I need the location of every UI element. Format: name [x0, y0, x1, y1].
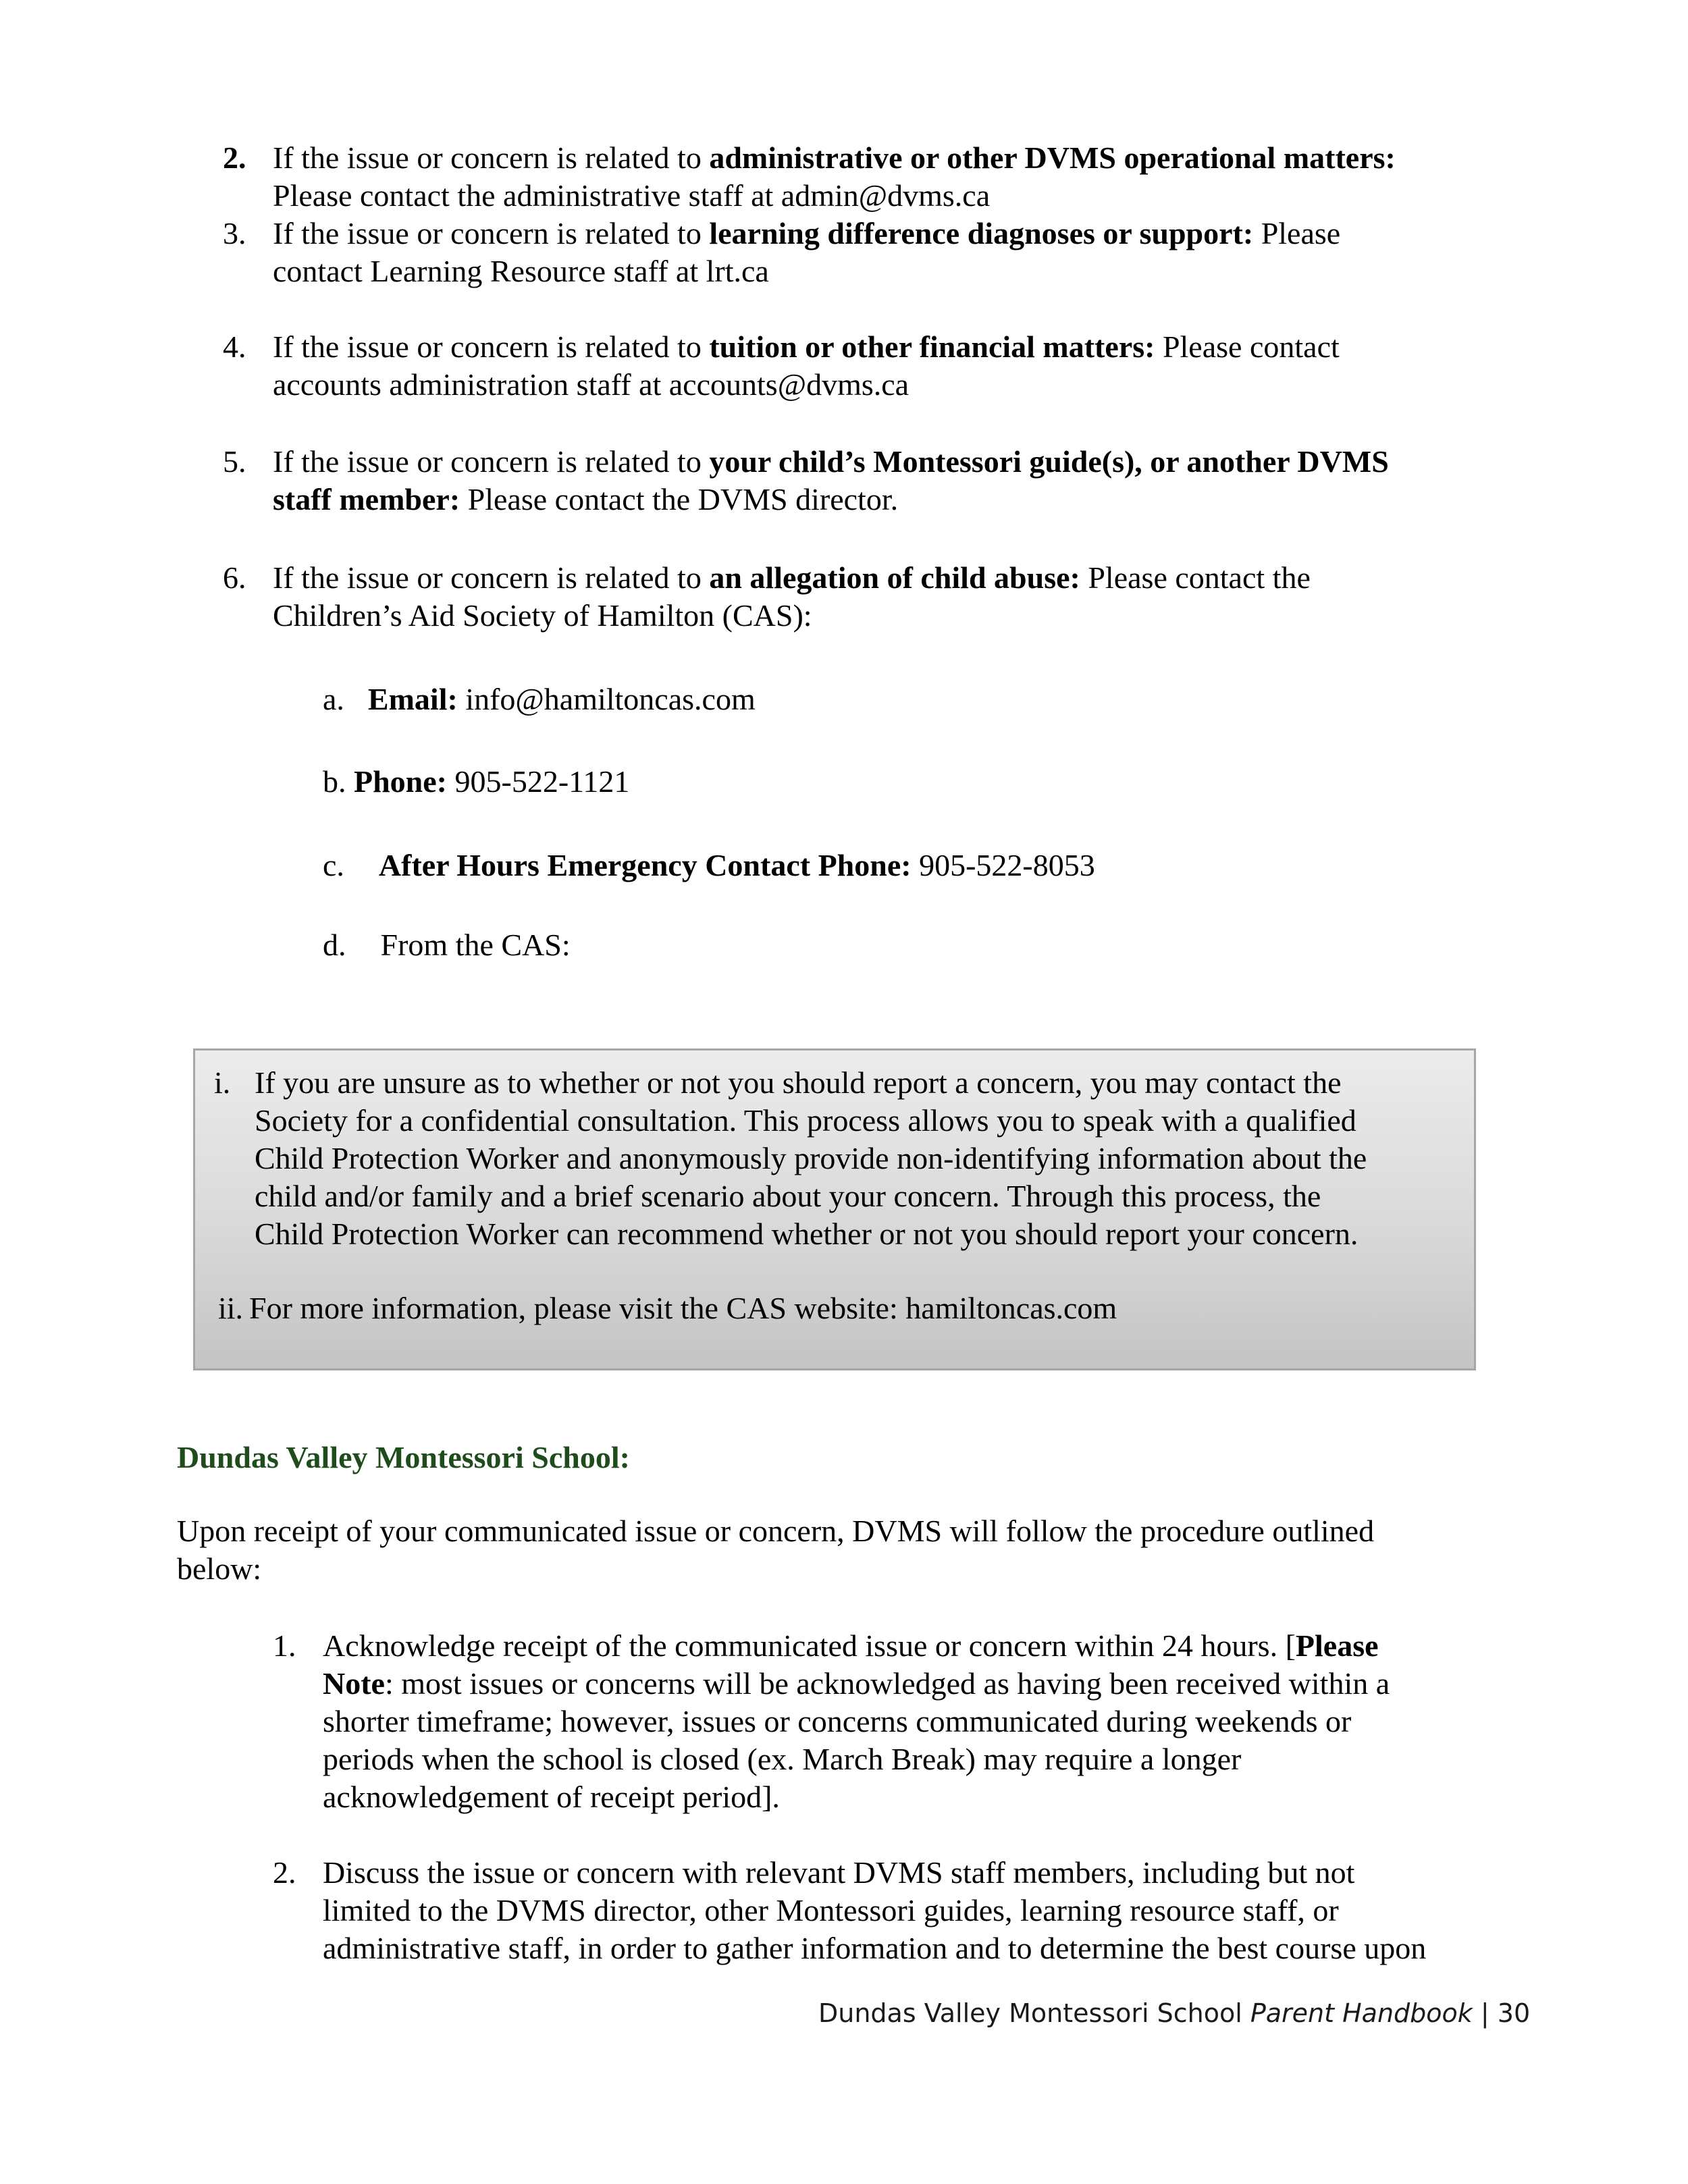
list-number: 3.: [223, 216, 246, 250]
contact-letter: b.: [323, 764, 346, 799]
page-number: 30: [1497, 1998, 1531, 2028]
cas-contact-phone: [323, 763, 1403, 801]
list-text: periods when the school is closed (ex. March Break) may require a longer: [323, 1742, 1242, 1776]
list-text: Please contact the DVMS director.: [460, 482, 899, 516]
callout-number: i.: [214, 1065, 231, 1100]
footer-school: Dundas Valley Montessori School: [818, 1998, 1250, 2028]
contact-letter: c.: [323, 848, 344, 882]
callout-line: For more information, please visit the CAS website: hamiltoncas.com: [249, 1291, 1117, 1325]
paragraph-line: below:: [177, 1551, 262, 1586]
list-text: accounts administration staff at accounts@dvms.ca: [273, 367, 909, 402]
list-emphasis: learning difference diagnoses or support:: [709, 216, 1254, 250]
contact-label: After Hours Emergency Contact Phone:: [378, 848, 912, 882]
list-text: Acknowledge receipt of the communicated issue or concern within 24 hours. [: [323, 1628, 1296, 1663]
contact-value: From the CAS:: [380, 928, 571, 962]
paragraph-line: Upon receipt of your communicated issue or concern, DVMS will follow the procedure outlined: [177, 1514, 1375, 1548]
list-text: shorter timeframe; however, issues or concerns communicated during weekends or: [323, 1704, 1352, 1738]
list-emphasis: an allegation of child abuse:: [709, 560, 1080, 595]
list-number: 4.: [223, 329, 246, 364]
callout-line: If you are unsure as to whether or not you should report a concern, you may contact the: [255, 1065, 1342, 1100]
footer-separator: |: [1472, 1998, 1498, 2028]
callout-line: Society for a confidential consultation. This process allows you to speak with a qualified: [255, 1103, 1356, 1138]
list-text: Please contact: [1155, 329, 1340, 364]
list-text: If the issue or concern is related to: [273, 560, 710, 595]
contact-value: 905-522-8053: [911, 848, 1095, 882]
callout-number: ii.: [218, 1291, 244, 1325]
list-text: Please: [1253, 216, 1341, 250]
intro-paragraph: [177, 1512, 1514, 1588]
contact-letter: d.: [323, 928, 346, 962]
contact-label: Phone:: [354, 764, 447, 799]
section-heading: Dundas Valley Montessori School:: [177, 1440, 630, 1474]
cas-contact-from-cas: [323, 926, 1403, 964]
list-number: 1.: [273, 1628, 296, 1663]
list-text: contact Learning Resource staff at lrt.ca: [273, 254, 769, 288]
contact-letter: a.: [323, 682, 344, 716]
list-number: 2.: [273, 1855, 296, 1890]
list-text: Children’s Aid Society of Hamilton (CAS):: [273, 598, 812, 633]
list-text: Please contact the administrative staff at admin@dvms.ca: [273, 178, 991, 213]
footer-title: Parent Handbook: [1250, 1998, 1473, 2028]
contact-value: info@hamiltoncas.com: [457, 682, 756, 716]
list-text: Discuss the issue or concern with relevant DVMS staff members, including but not: [323, 1855, 1355, 1890]
list-text: Please contact the: [1080, 560, 1311, 595]
callout-line: Child Protection Worker can recommend whether or not you should report your concern.: [255, 1217, 1359, 1251]
list-emphasis: staff member:: [273, 482, 460, 516]
list-number: 2.: [223, 140, 246, 175]
list-emphasis: your child’s Montessori guide(s), or another DVMS: [709, 444, 1389, 479]
list-number: 6.: [223, 560, 246, 595]
list-text: If the issue or concern is related to: [273, 216, 710, 250]
list-text: limited to the DVMS director, other Montessori guides, learning resource staff, or: [323, 1893, 1339, 1927]
list-emphasis: Note: [323, 1666, 385, 1701]
list-text: If the issue or concern is related to: [273, 329, 710, 364]
list-text: If the issue or concern is related to: [273, 444, 710, 479]
list-emphasis: administrative or other DVMS operational matters:: [709, 140, 1396, 175]
callout-line: Child Protection Worker and anonymously provide non-identifying information about the: [255, 1141, 1367, 1175]
list-emphasis: tuition or other financial matters:: [709, 329, 1155, 364]
list-text: : most issues or concerns will be acknowledged as having been received within a: [384, 1666, 1390, 1701]
cas-callout-box: [193, 1048, 1476, 1370]
callout-line: child and/or family and a brief scenario about your concern. Through this process, the: [255, 1179, 1321, 1213]
page-footer: [818, 1997, 1530, 2029]
list-text: acknowledgement of receipt period].: [323, 1780, 780, 1814]
list-text: administrative staff, in order to gather information and to determine the best course upon: [323, 1931, 1427, 1965]
list-text: If the issue or concern is related to: [273, 140, 710, 175]
cas-contact-email: [323, 681, 1403, 718]
cas-contact-after-hours: [323, 847, 1403, 884]
contact-label: Email:: [367, 682, 458, 716]
list-number: 5.: [223, 444, 246, 479]
list-emphasis: Please: [1295, 1628, 1379, 1663]
contact-value: 905-522-1121: [447, 764, 630, 799]
